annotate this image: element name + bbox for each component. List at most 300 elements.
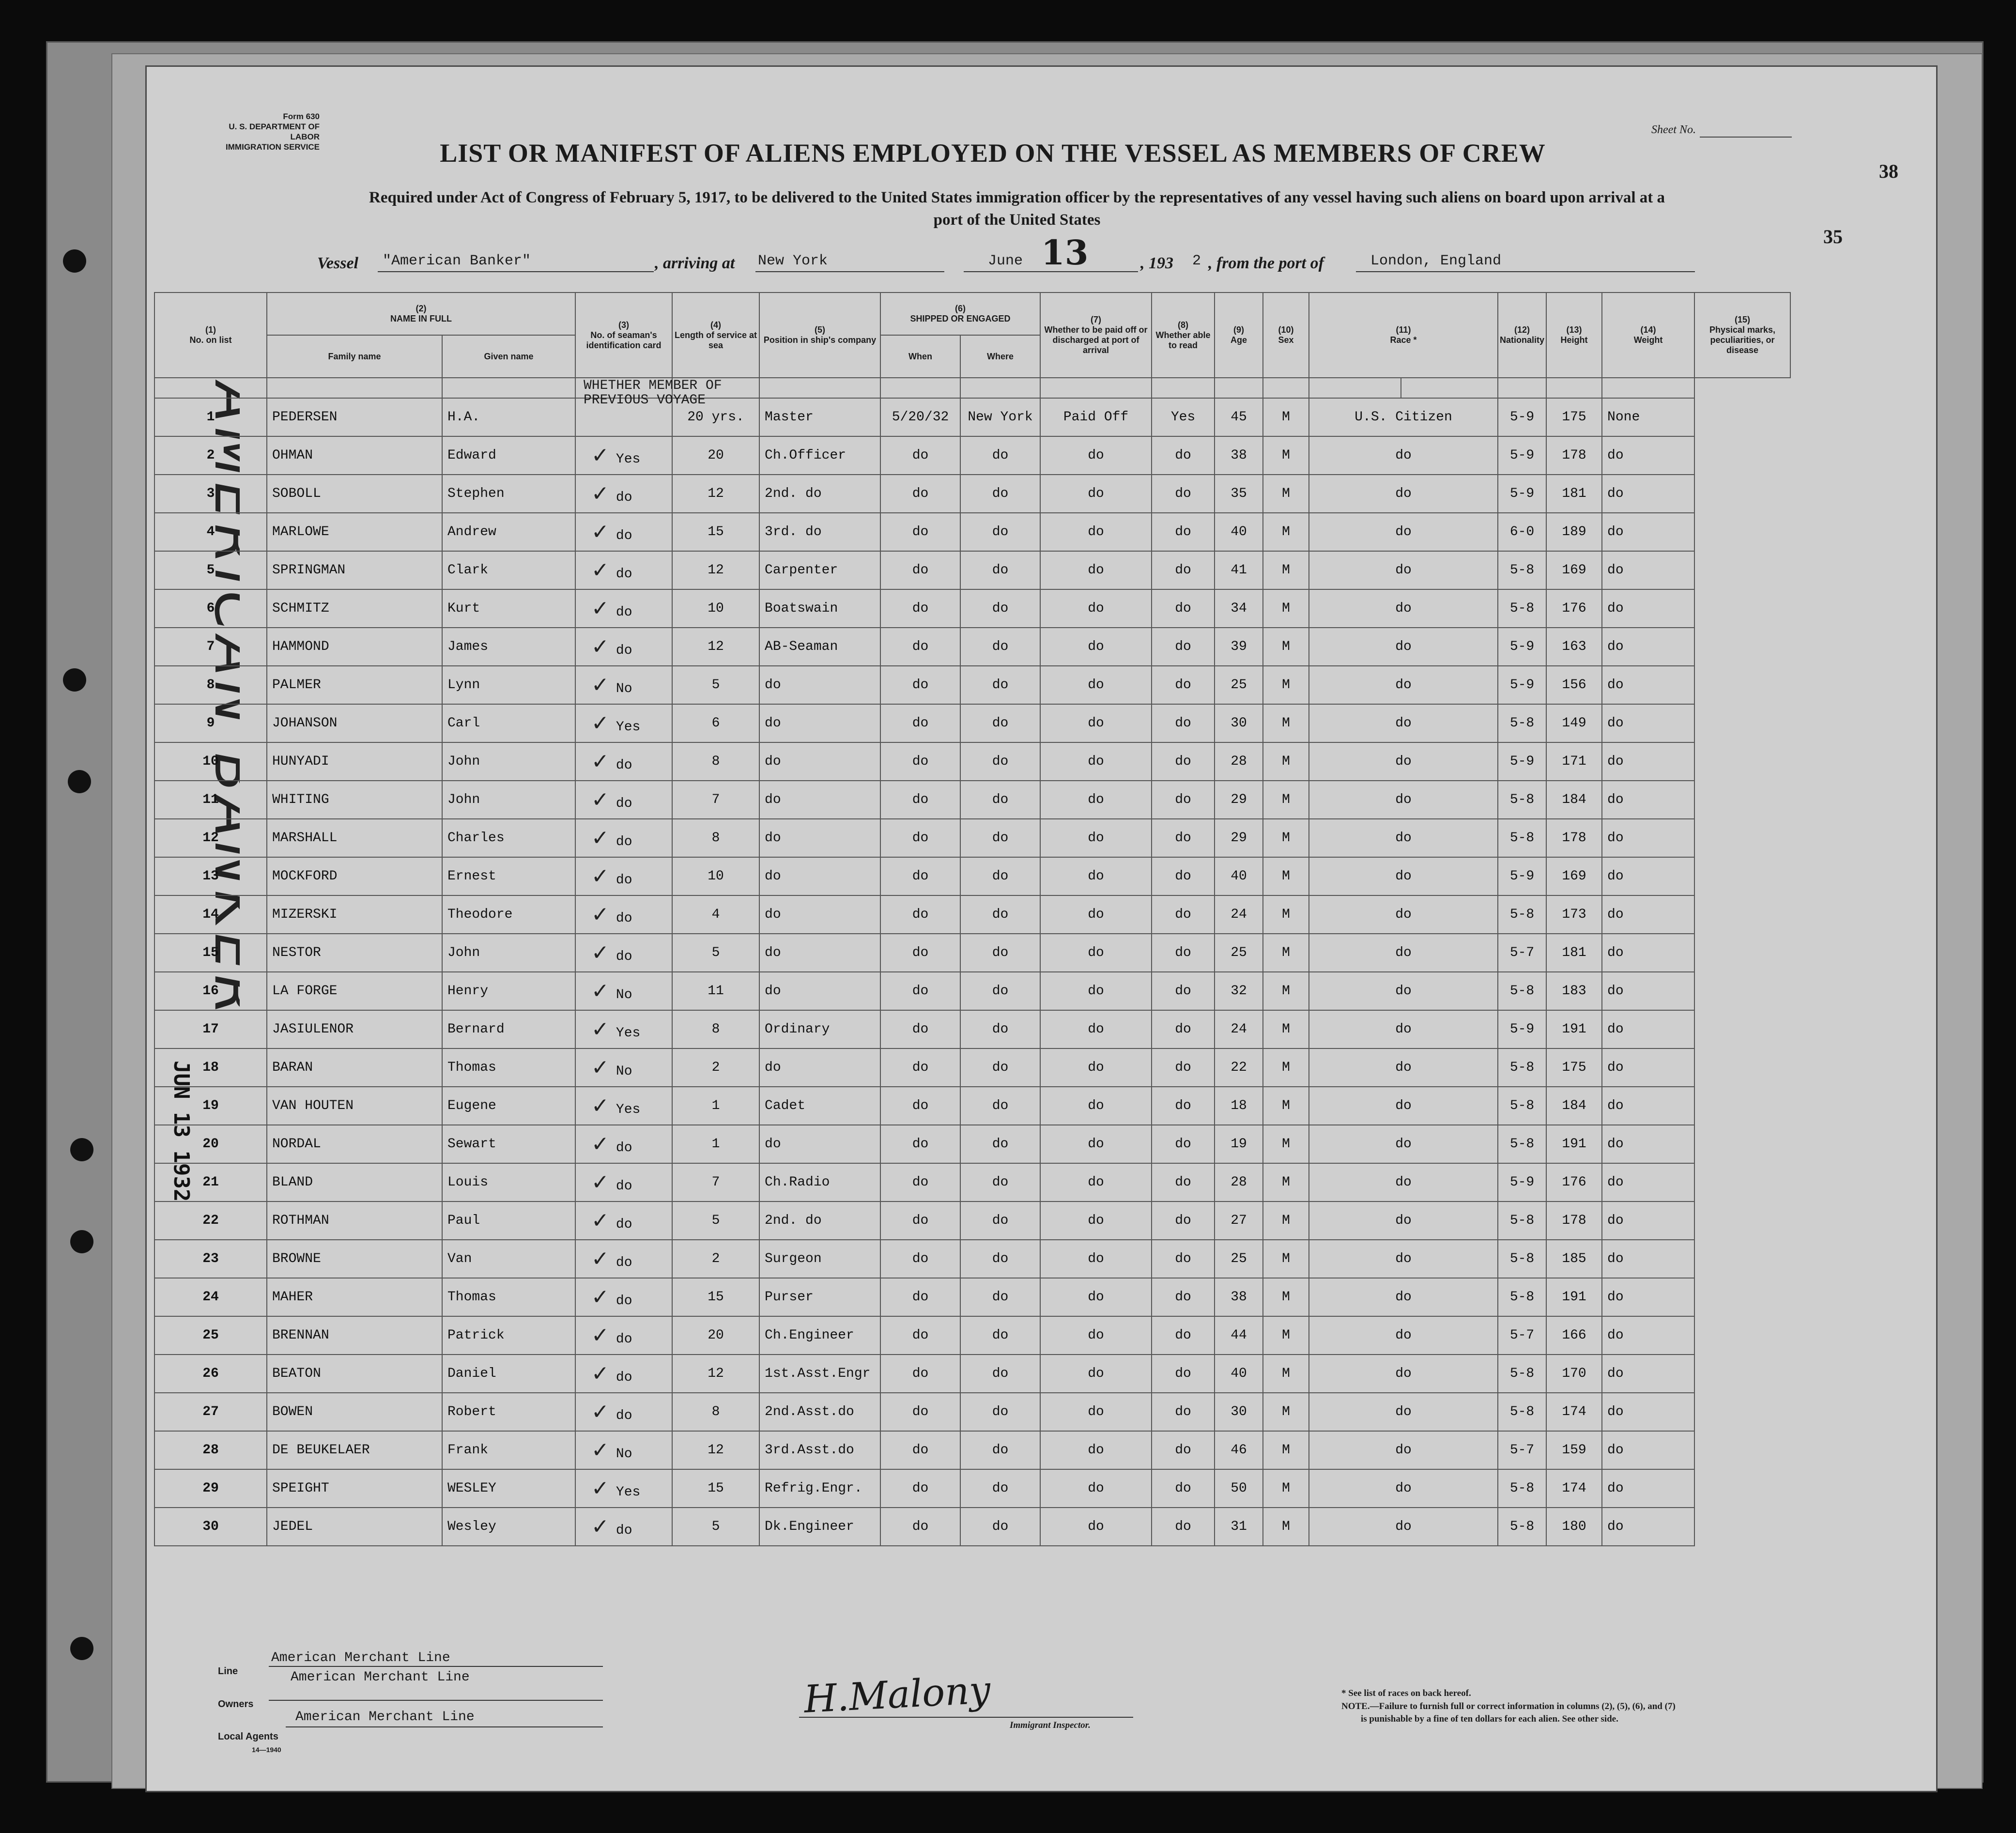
print-code: 14—1940 — [252, 1746, 281, 1754]
cell-position: 2nd. do — [759, 1201, 880, 1240]
agents-value: American Merchant Line — [295, 1710, 475, 1725]
cell-no: 11 — [154, 781, 267, 819]
card-value: do — [616, 1370, 632, 1385]
check-mark-icon: ✓ — [591, 711, 609, 736]
cell-sex: M — [1263, 781, 1309, 819]
cell-weight: 178 — [1546, 436, 1602, 475]
table-row — [154, 513, 1790, 551]
cell-height: 5-8 — [1498, 819, 1546, 857]
cell-paid: do — [1040, 1010, 1152, 1048]
cell-card — [575, 857, 672, 895]
cell-race: do — [1309, 857, 1498, 895]
cell-marks: do — [1602, 628, 1694, 666]
cell-paid: do — [1040, 1316, 1152, 1355]
cell-marks: do — [1602, 475, 1694, 513]
cell-position: Carpenter — [759, 551, 880, 589]
cell-when: do — [880, 1163, 960, 1201]
cell-when: do — [880, 742, 960, 781]
cell-read: do — [1152, 1201, 1215, 1240]
card-value: do — [616, 1523, 632, 1538]
cell-when: do — [880, 895, 960, 934]
cell-when: do — [880, 513, 960, 551]
cell-paid: do — [1040, 666, 1152, 704]
cell-where: do — [960, 819, 1040, 857]
cell-sex: M — [1263, 1278, 1309, 1316]
cell-position: 3rd.Asst.do — [759, 1431, 880, 1469]
table-row — [154, 742, 1790, 781]
cell-given: Andrew — [442, 513, 575, 551]
cell-where: do — [960, 1355, 1040, 1393]
cell-service: 20 yrs. — [672, 398, 759, 436]
cell-read: do — [1152, 1469, 1215, 1508]
cell-race: do — [1309, 513, 1498, 551]
cell-where: do — [960, 1125, 1040, 1163]
cell-when: do — [880, 1201, 960, 1240]
spacer-cell — [267, 378, 442, 398]
cell-position: 2nd.Asst.do — [759, 1393, 880, 1431]
card-value: do — [616, 1140, 632, 1155]
cell-service: 5 — [672, 1508, 759, 1546]
cell-sex: M — [1263, 1048, 1309, 1087]
cell-card — [575, 1469, 672, 1508]
cell-no: 5 — [154, 551, 267, 589]
cell-card — [575, 972, 672, 1010]
cell-where: do — [960, 1010, 1040, 1048]
check-mark-icon: ✓ — [591, 826, 609, 850]
cell-where: do — [960, 475, 1040, 513]
cell-race: do — [1309, 1240, 1498, 1278]
cell-read: do — [1152, 742, 1215, 781]
cell-given: Robert — [442, 1393, 575, 1431]
cell-position: AB-Seaman — [759, 628, 880, 666]
cell-marks: do — [1602, 1010, 1694, 1048]
cell-height: 5-9 — [1498, 436, 1546, 475]
cell-height: 5-8 — [1498, 972, 1546, 1010]
cell-service: 12 — [672, 475, 759, 513]
cell-read: do — [1152, 475, 1215, 513]
cell-marks: do — [1602, 1316, 1694, 1355]
cell-weight: 181 — [1546, 934, 1602, 972]
cell-service: 12 — [672, 1431, 759, 1469]
punch-hole — [63, 668, 86, 692]
cell-where: do — [960, 857, 1040, 895]
cell-where: do — [960, 628, 1040, 666]
cell-when: do — [880, 857, 960, 895]
cell-weight: 183 — [1546, 972, 1602, 1010]
check-mark-icon: ✓ — [591, 1094, 609, 1118]
cell-card — [575, 1125, 672, 1163]
cell-given: John — [442, 781, 575, 819]
cell-height: 5-8 — [1498, 781, 1546, 819]
cell-read: do — [1152, 1355, 1215, 1393]
cell-sex: M — [1263, 666, 1309, 704]
cell-race: do — [1309, 1010, 1498, 1048]
cell-race: do — [1309, 781, 1498, 819]
cell-where: do — [960, 666, 1040, 704]
cell-sex: M — [1263, 972, 1309, 1010]
table-row — [154, 666, 1790, 704]
card-value: do — [616, 528, 632, 543]
cell-marks: do — [1602, 589, 1694, 628]
cell-weight: 169 — [1546, 857, 1602, 895]
table-row — [154, 895, 1790, 934]
cell-card — [575, 628, 672, 666]
cell-sex: M — [1263, 704, 1309, 742]
card-value: do — [616, 1179, 632, 1194]
cell-race: do — [1309, 666, 1498, 704]
table-row — [154, 1316, 1790, 1355]
table-row — [154, 475, 1790, 513]
cell-paid: do — [1040, 1201, 1152, 1240]
cell-sex: M — [1263, 589, 1309, 628]
margin-number-upper: 38 — [1879, 160, 1898, 182]
cell-weight: 174 — [1546, 1469, 1602, 1508]
spacer-cell — [154, 378, 267, 398]
cell-height: 5-8 — [1498, 704, 1546, 742]
cell-read: do — [1152, 1163, 1215, 1201]
cell-when: do — [880, 1469, 960, 1508]
cell-service: 8 — [672, 1010, 759, 1048]
spacer-cell — [1602, 378, 1694, 398]
cell-marks: do — [1602, 1048, 1694, 1087]
cell-read: do — [1152, 589, 1215, 628]
cell-race: do — [1309, 1431, 1498, 1469]
cell-family: HAMMOND — [267, 628, 442, 666]
cell-height: 5-9 — [1498, 742, 1546, 781]
line-value: American Merchant Line — [271, 1650, 450, 1665]
cell-weight: 191 — [1546, 1125, 1602, 1163]
cell-paid: do — [1040, 1048, 1152, 1087]
cell-position: Ch.Engineer — [759, 1316, 880, 1355]
table-row — [154, 589, 1790, 628]
cell-weight: 159 — [1546, 1431, 1602, 1469]
cell-family: MOCKFORD — [267, 857, 442, 895]
header-sex: (10) Sex — [1263, 293, 1309, 378]
spacer-cell — [442, 378, 575, 398]
cell-age: 31 — [1215, 1508, 1263, 1546]
form-number: Form 630 — [283, 112, 320, 121]
cell-card — [575, 704, 672, 742]
cell-when: do — [880, 1240, 960, 1278]
cell-when: do — [880, 1278, 960, 1316]
cell-weight: 185 — [1546, 1240, 1602, 1278]
cell-card — [575, 1431, 672, 1469]
spacer-cell — [960, 378, 1040, 398]
cell-read: do — [1152, 513, 1215, 551]
cell-position: Ch.Radio — [759, 1163, 880, 1201]
cell-where: do — [960, 742, 1040, 781]
cell-family: BRENNAN — [267, 1316, 442, 1355]
cell-given: H.A. — [442, 398, 575, 436]
cell-read: do — [1152, 628, 1215, 666]
cell-when: do — [880, 628, 960, 666]
cell-when: do — [880, 934, 960, 972]
vessel-underline — [378, 271, 654, 272]
cell-weight: 184 — [1546, 781, 1602, 819]
cell-position: do — [759, 934, 880, 972]
header-id-card: (3) No. of seaman's identification card — [575, 293, 672, 378]
cell-given: Daniel — [442, 1355, 575, 1393]
cell-height: 5-8 — [1498, 1201, 1546, 1240]
card-value: Yes — [616, 452, 641, 467]
card-value: do — [616, 873, 632, 888]
cell-marks: do — [1602, 1278, 1694, 1316]
cell-where: do — [960, 436, 1040, 475]
cell-race: do — [1309, 1508, 1498, 1546]
cell-age: 25 — [1215, 1240, 1263, 1278]
cell-paid: do — [1040, 436, 1152, 475]
cell-family: LA FORGE — [267, 972, 442, 1010]
cell-weight: 175 — [1546, 398, 1602, 436]
cell-given: Eugene — [442, 1087, 575, 1125]
cell-family: JOHANSON — [267, 704, 442, 742]
header-race: (11) Race * — [1309, 293, 1498, 378]
header-marks: (15) Physical marks, peculiarities, or disease — [1694, 293, 1790, 378]
header-when: When — [880, 335, 960, 378]
cell-service: 1 — [672, 1125, 759, 1163]
cell-where: do — [960, 972, 1040, 1010]
header-family-name: Family name — [267, 335, 442, 378]
cell-marks: do — [1602, 436, 1694, 475]
cell-position: do — [759, 972, 880, 1010]
cell-age: 40 — [1215, 857, 1263, 895]
cell-paid: do — [1040, 589, 1152, 628]
subtitle-line-2: port of the United States — [933, 211, 1101, 229]
cell-age: 38 — [1215, 1278, 1263, 1316]
punch-hole — [70, 1138, 93, 1161]
cell-card — [575, 436, 672, 475]
header-name-in-full: (2) NAME IN FULL — [267, 293, 575, 335]
cell-paid: do — [1040, 1125, 1152, 1163]
card-value: do — [616, 1294, 632, 1309]
cell-service: 10 — [672, 589, 759, 628]
cell-paid: do — [1040, 1355, 1152, 1393]
check-mark-icon: ✓ — [591, 673, 609, 697]
cell-family: JASIULENOR — [267, 1010, 442, 1048]
cell-weight: 189 — [1546, 513, 1602, 551]
cell-age: 45 — [1215, 398, 1263, 436]
cell-given: James — [442, 628, 575, 666]
spacer-cell — [1498, 378, 1546, 398]
cell-family: MARSHALL — [267, 819, 442, 857]
cell-height: 5-8 — [1498, 895, 1546, 934]
cell-position: do — [759, 666, 880, 704]
check-mark-icon: ✓ — [591, 1476, 609, 1501]
cell-given: Thomas — [442, 1278, 575, 1316]
cell-service: 4 — [672, 895, 759, 934]
cell-weight: 166 — [1546, 1316, 1602, 1355]
cell-family: SCHMITZ — [267, 589, 442, 628]
cell-height: 5-8 — [1498, 1508, 1546, 1546]
cell-card — [575, 475, 672, 513]
cell-service: 12 — [672, 551, 759, 589]
check-mark-icon: ✓ — [591, 596, 609, 621]
cell-where: do — [960, 1393, 1040, 1431]
cell-position: do — [759, 819, 880, 857]
vessel-name: "American Banker" — [383, 253, 531, 269]
agents-underline — [286, 1726, 603, 1727]
cell-given: Paul — [442, 1201, 575, 1240]
cell-height: 5-9 — [1498, 398, 1546, 436]
header-height: (13) Height — [1546, 293, 1602, 378]
cell-sex: M — [1263, 628, 1309, 666]
cell-service: 12 — [672, 628, 759, 666]
cell-card — [575, 819, 672, 857]
check-mark-icon: ✓ — [591, 634, 609, 659]
cell-marks: do — [1602, 1469, 1694, 1508]
cell-sex: M — [1263, 398, 1309, 436]
cell-age: 35 — [1215, 475, 1263, 513]
cell-age: 28 — [1215, 1163, 1263, 1201]
card-value: Yes — [616, 720, 641, 735]
cell-height: 6-0 — [1498, 513, 1546, 551]
cell-where: do — [960, 1240, 1040, 1278]
cell-race: do — [1309, 628, 1498, 666]
cell-when: do — [880, 475, 960, 513]
cell-no: 18 — [154, 1048, 267, 1087]
cell-family: VAN HOUTEN — [267, 1087, 442, 1125]
table-row — [154, 1240, 1790, 1278]
check-mark-icon: ✓ — [591, 864, 609, 889]
cell-height: 5-9 — [1498, 475, 1546, 513]
cell-paid: do — [1040, 1431, 1152, 1469]
cell-position: do — [759, 895, 880, 934]
cell-paid: do — [1040, 628, 1152, 666]
cell-age: 24 — [1215, 895, 1263, 934]
cell-no: 9 — [154, 704, 267, 742]
cell-height: 5-8 — [1498, 589, 1546, 628]
cell-sex: M — [1263, 934, 1309, 972]
cell-height: 5-9 — [1498, 1163, 1546, 1201]
cell-position: do — [759, 781, 880, 819]
cell-read: do — [1152, 1278, 1215, 1316]
cell-no: 19 — [154, 1087, 267, 1125]
header-paid-off: (7) Whether to be paid off or discharged at port of arrival — [1040, 293, 1152, 378]
cell-paid: do — [1040, 1163, 1152, 1201]
cell-position: Master — [759, 398, 880, 436]
cell-race: do — [1309, 589, 1498, 628]
cell-height: 5-8 — [1498, 1469, 1546, 1508]
cell-family: MAHER — [267, 1278, 442, 1316]
margin-number-lower: 35 — [1823, 226, 1843, 247]
footnote-penalty-2: is punishable by a fine of ten dollars for each alien. See other side. — [1361, 1714, 1618, 1724]
cell-paid: do — [1040, 972, 1152, 1010]
cell-race: do — [1309, 436, 1498, 475]
cell-when: do — [880, 1355, 960, 1393]
cell-weight: 174 — [1546, 1393, 1602, 1431]
cell-where: do — [960, 513, 1040, 551]
cell-when: do — [880, 1048, 960, 1087]
card-value: No — [616, 1064, 632, 1079]
cell-age: 25 — [1215, 666, 1263, 704]
cell-race: do — [1309, 1125, 1498, 1163]
table-row — [154, 857, 1790, 895]
vessel-label: Vessel — [317, 254, 358, 272]
cell-card — [575, 781, 672, 819]
check-mark-icon: ✓ — [591, 558, 609, 583]
cell-age: 30 — [1215, 1393, 1263, 1431]
cell-race: do — [1309, 475, 1498, 513]
cell-age: 44 — [1215, 1316, 1263, 1355]
cell-read: do — [1152, 1087, 1215, 1125]
cell-card — [575, 589, 672, 628]
cell-no: 7 — [154, 628, 267, 666]
cell-marks: do — [1602, 1201, 1694, 1240]
cell-given: Louis — [442, 1163, 575, 1201]
cell-marks: None — [1602, 398, 1694, 436]
cell-age: 32 — [1215, 972, 1263, 1010]
check-mark-icon: ✓ — [591, 979, 609, 1003]
check-mark-icon: ✓ — [591, 940, 609, 965]
cell-sex: M — [1263, 475, 1309, 513]
cell-paid: do — [1040, 1469, 1152, 1508]
cell-family: PALMER — [267, 666, 442, 704]
cell-no: 13 — [154, 857, 267, 895]
table-row — [154, 1201, 1790, 1240]
cell-given: Van — [442, 1240, 575, 1278]
cell-weight: 149 — [1546, 704, 1602, 742]
arriving-label: , arriving at — [655, 254, 735, 272]
cell-marks: do — [1602, 972, 1694, 1010]
header-where: Where — [960, 335, 1040, 378]
cell-given: Sewart — [442, 1125, 575, 1163]
cell-marks: do — [1602, 934, 1694, 972]
from-underline — [1356, 271, 1695, 272]
cell-paid: do — [1040, 742, 1152, 781]
check-mark-icon: ✓ — [591, 1247, 609, 1271]
header-length-service: (4) Length of service at sea — [672, 293, 759, 378]
spacer-cell — [1152, 378, 1215, 398]
cell-card — [575, 1010, 672, 1048]
cell-race: do — [1309, 934, 1498, 972]
cell-paid: do — [1040, 513, 1152, 551]
cell-service: 5 — [672, 1201, 759, 1240]
cell-family: PEDERSEN — [267, 398, 442, 436]
cell-read: do — [1152, 1431, 1215, 1469]
cell-where: do — [960, 1316, 1040, 1355]
cell-weight: 170 — [1546, 1355, 1602, 1393]
cell-given: Frank — [442, 1431, 575, 1469]
sheet-no-label: Sheet No. — [1651, 123, 1696, 136]
cell-age: 40 — [1215, 1355, 1263, 1393]
cell-given: Charles — [442, 819, 575, 857]
punch-hole — [70, 1637, 93, 1660]
header-age: (9) Age — [1215, 293, 1263, 378]
cell-no: 12 — [154, 819, 267, 857]
cell-given: Lynn — [442, 666, 575, 704]
cell-service: 2 — [672, 1240, 759, 1278]
arrival-year: 2 — [1192, 253, 1201, 269]
cell-service: 6 — [672, 704, 759, 742]
cell-where: do — [960, 1201, 1040, 1240]
cell-marks: do — [1602, 551, 1694, 589]
cell-when: do — [880, 436, 960, 475]
check-mark-icon: ✓ — [591, 749, 609, 774]
cell-age: 28 — [1215, 742, 1263, 781]
cell-family: MIZERSKI — [267, 895, 442, 934]
table-row — [154, 972, 1790, 1010]
cell-race: do — [1309, 1393, 1498, 1431]
cell-age: 41 — [1215, 551, 1263, 589]
cell-marks: do — [1602, 704, 1694, 742]
check-mark-icon: ✓ — [591, 1285, 609, 1309]
punch-hole — [63, 249, 86, 273]
cell-when: 5/20/32 — [880, 398, 960, 436]
cell-read: do — [1152, 1048, 1215, 1087]
cell-height: 5-9 — [1498, 666, 1546, 704]
cell-where: do — [960, 589, 1040, 628]
cell-race: do — [1309, 819, 1498, 857]
